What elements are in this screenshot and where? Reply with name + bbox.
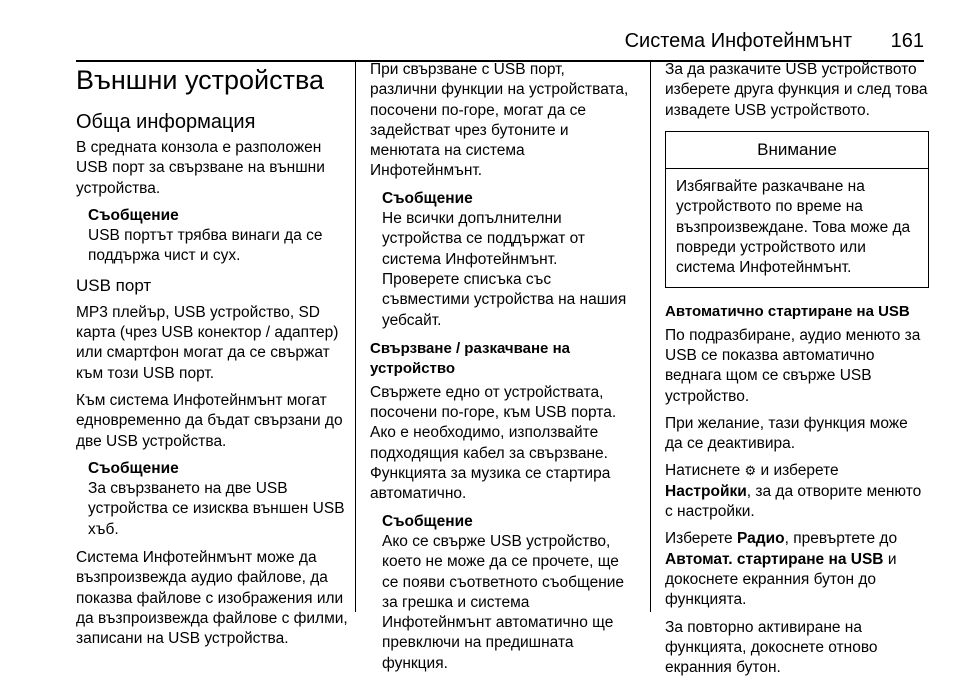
paragraph: По подразбиране, аудио менюто за USB се показва автоматично веднага щом се свърже USB устройство. [665,326,921,405]
warning-box [665,131,929,288]
column-divider [355,60,356,612]
note [370,512,636,674]
subsection-heading: USB порт [76,275,152,295]
column-2 [370,60,636,682]
paragraph [665,461,929,522]
note-title: Съобщение [382,512,473,530]
note-text: USB портът трябва винаги да се поддържа чист и сух. [88,227,323,265]
note [370,189,636,331]
column-1 [76,110,348,657]
section-heading: Обща информация [76,111,256,133]
paragraph: При свързване с USB порт, различни функции на устройствата, посочени по-горе, могат да се задействат чрез бутоните и менютата на система Инфотейнмънт. [370,61,629,180]
text: , за да отворите менюто с настройки. [665,482,922,521]
gear-icon: ⚙ [744,463,757,479]
chapter-title: Външни устройства [76,65,325,95]
note [76,206,348,267]
paragraph [665,529,929,610]
page-number: 161 [890,30,924,52]
header-title: Система Инфотейнмънт [624,30,852,52]
note-text: За свързването на две USB устройства се изисква външен USB хъб. [88,480,345,538]
paragraph: В средната конзола е разположен USB порт за свързване на външни устройства. [76,139,325,197]
paragraph: Система Инфотейнмънт може да възпроизвежда аудио файлове, да показва файлове с изображения или да възпроизвежда файлове с филми, записани на USB устройства. [76,549,348,648]
note-title: Съобщение [88,206,179,224]
note-text: Ако се свърже USB устройство, което не може да се прочете, ще се появи съответното съобщение за грешка и система Инфотейнмънт автоматично ще превключи на предишната функция. [382,532,625,672]
paragraph: При желание, тази функция може да се деактивира. [665,414,908,453]
paragraph: Към система Инфотейнмънт могат едновременно да бъдат свързани до две USB устройства. [76,391,343,450]
text: и изберете [760,462,839,480]
page-header [76,22,924,62]
text: и докоснете екранния бутон до функцията. [665,550,897,609]
column-3 [665,60,929,685]
paragraph: За повторно активиране на функцията, докоснете отново екранния бутон. [665,618,878,677]
menu-term-radio: Радио [736,530,785,548]
bold-heading: Автоматично стартиране на USB [665,302,910,320]
column-divider [650,60,651,612]
note-title: Съобщение [382,189,473,207]
text: Натиснете [665,462,741,480]
menu-term-settings: Настройки [665,482,747,500]
note [76,459,348,540]
warning-text: Избягвайте разкачване на устройството по време на възпроизвеждане. Това може да повреди устройството или система Инфотейнмънт. [676,178,911,277]
menu-term-usb-autostart: Автомат. стартиране на USB [665,550,884,568]
paragraph: За да разкачите USB устройството изберете друга функция и след това извадете USB устройството. [665,61,928,119]
text: Изберете [665,530,733,548]
text: , превъртете до [784,530,898,548]
paragraph: Свържете едно от устройствата, посочени по-горе, към USB порта. Ако е необходимо, използвайте подходящия кабел за свързване. Функцията за музика се стартира автоматично. [370,383,617,503]
warning-title: Внимание [666,132,928,169]
note-text: Не всички допълнителни устройства се поддържат от система Инфотейнмънт. Проверете списъка със съвместими устройства на нашия уебсайт. [382,210,627,329]
bold-heading: Свързване / разкачване на устройство [370,339,570,377]
paragraph: MP3 плейър, USB устройство, SD карта (чрез USB конектор / адаптер) или смартфон могат да се свържат към този USB порт. [76,303,339,382]
note-title: Съобщение [88,459,179,477]
